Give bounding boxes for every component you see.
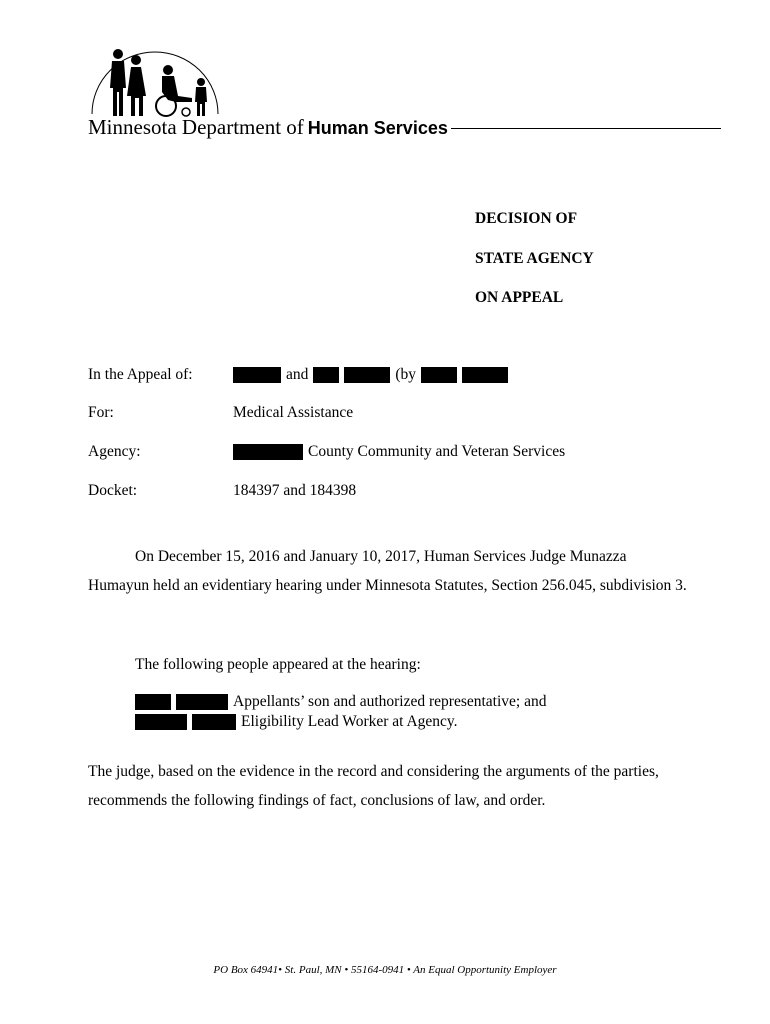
redaction-bar — [344, 367, 390, 383]
redaction-bar — [313, 367, 339, 383]
dhs-family-logo-icon — [88, 44, 222, 120]
department-name-regular: Minnesota Department of — [88, 115, 304, 139]
redaction-bar — [421, 367, 457, 383]
appearance-text: Eligibility Lead Worker at Agency. — [241, 713, 458, 730]
redaction-bar — [176, 694, 228, 710]
for-label: For: — [88, 404, 114, 421]
appeal-value — [233, 366, 508, 384]
recommendation-paragraph: The judge, based on the evidence in the record and considering the arguments of the parties, recommends the following findings of fact, conclusions of law, and order. — [88, 763, 659, 809]
redaction-bar — [192, 714, 236, 730]
appearance-item — [135, 693, 546, 711]
agency-value — [233, 443, 565, 461]
appeal-and-text: and — [286, 366, 309, 383]
docket-label: Docket: — [88, 482, 138, 499]
docket-value: 184397 and 184398 — [233, 482, 357, 499]
redaction-bar — [135, 714, 187, 730]
agency-label: Agency: — [88, 443, 141, 460]
redaction-bar — [135, 694, 171, 710]
appearance-text: Appellants’ son and authorized representative; and — [233, 693, 547, 710]
hearing-paragraph: On December 15, 2016 and January 10, 2017, Human Services Judge Munazza Humayun held an evidentiary hearing under Minnesota Statutes, Section 256.045, subdivision 3. — [88, 548, 687, 594]
footer-address: PO Box 64941• St. Paul, MN • 55164-0941 • An Equal Opportunity Employer — [213, 964, 557, 976]
decision-title-line-3: ON APPEAL — [475, 289, 564, 306]
appeal-by-text: (by — [395, 366, 417, 383]
decision-title-line-2: STATE AGENCY — [475, 250, 594, 267]
appearances-intro: The following people appeared at the hearing: — [135, 656, 421, 673]
department-name-bold: Human Services — [307, 118, 448, 138]
decision-title-line-1: DECISION OF — [475, 210, 578, 227]
department-name — [88, 114, 448, 143]
redaction-bar — [462, 367, 508, 383]
appearance-item — [135, 713, 458, 731]
appeal-label: In the Appeal of: — [88, 366, 193, 383]
for-value: Medical Assistance — [233, 404, 354, 421]
header-rule — [451, 128, 721, 129]
agency-name-text: County Community and Veteran Services — [308, 443, 566, 460]
redaction-bar — [233, 444, 303, 460]
redaction-bar — [233, 367, 281, 383]
